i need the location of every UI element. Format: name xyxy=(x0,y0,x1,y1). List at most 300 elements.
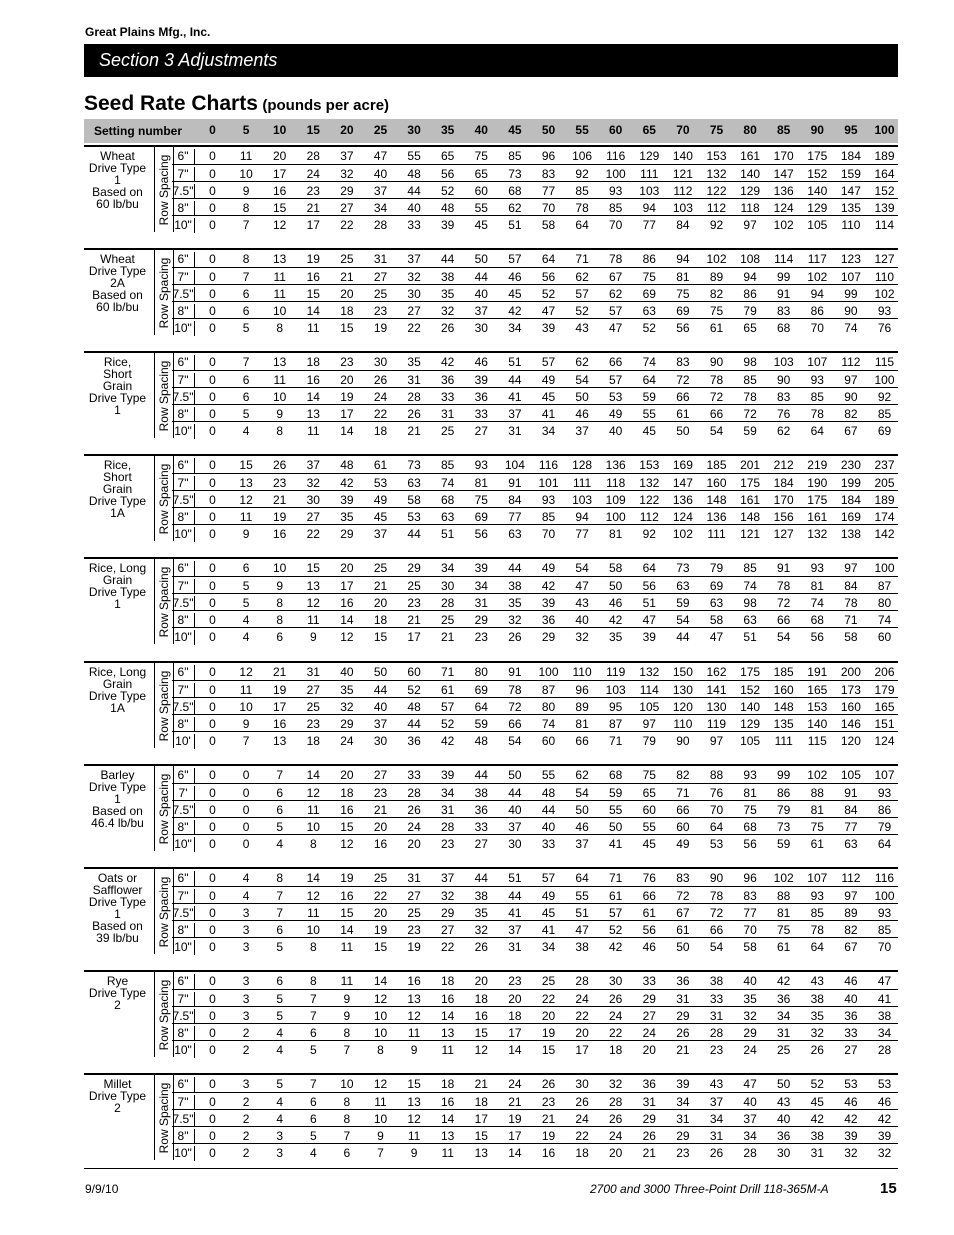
seed-rate-cell: 47 xyxy=(575,923,589,937)
seed-rate-cell: 27 xyxy=(373,768,388,782)
seed-rate-cell: 20 xyxy=(609,1146,623,1160)
seed-rate-cell: 201 xyxy=(740,458,761,472)
seed-rate-cell: 32 xyxy=(810,1026,824,1040)
seed-rate-cell: 0 xyxy=(209,149,216,163)
seed-rate-cell: 13 xyxy=(273,734,287,748)
seed-rate-cell: 9 xyxy=(276,407,284,421)
seed-rate-cell: 32 xyxy=(877,1146,892,1160)
seed-rate-cell: 71 xyxy=(844,613,858,627)
crop-label-line: 46.4 lb/bu xyxy=(91,816,144,830)
seed-rate-cell: 75 xyxy=(642,768,656,782)
row-spacing-text: Row Spacing xyxy=(157,463,171,534)
seed-rate-cell: 19 xyxy=(541,1129,556,1143)
seed-rate-cell: 111 xyxy=(774,734,793,748)
seed-rate-cell: 50 xyxy=(474,252,488,266)
seed-rate-cell: 153 xyxy=(807,700,828,714)
seed-rate-cell: 59 xyxy=(474,717,488,731)
seed-rate-cell: 35 xyxy=(743,992,757,1006)
seed-rate-cell: 175 xyxy=(740,476,761,490)
setting-header-cell: 55 xyxy=(575,123,589,137)
seed-rate-cell: 78 xyxy=(810,407,824,421)
seed-rate-cell: 49 xyxy=(541,373,556,387)
seed-rate-cell: 33 xyxy=(541,837,556,851)
seed-rate-cell: 199 xyxy=(840,476,861,490)
seed-rate-cell: 0 xyxy=(209,304,216,318)
seed-rate-cell: 24 xyxy=(306,167,320,181)
seed-rate-cell: 111 xyxy=(572,476,592,490)
crop-label xyxy=(84,562,151,610)
seed-rate-cell: 10 xyxy=(373,1026,388,1040)
seed-rate-cell: 97 xyxy=(709,734,724,748)
seed-rate-cell: 75 xyxy=(709,304,724,318)
seed-rate-cell: 34 xyxy=(743,1129,757,1143)
seed-rate-cell: 56 xyxy=(541,270,556,284)
seed-rate-cell: 72 xyxy=(777,596,791,610)
seed-rate-cell: 54 xyxy=(709,424,724,438)
seed-rate-cell: 9 xyxy=(410,1043,418,1057)
seed-rate-cell: 69 xyxy=(877,424,892,438)
seed-rate-cell: 160 xyxy=(706,476,727,490)
seed-rate-cell: 0 xyxy=(209,630,216,644)
seed-rate-cell: 63 xyxy=(844,837,858,851)
seed-rate-cell: 26 xyxy=(609,992,623,1006)
row-spacing-label xyxy=(154,1075,174,1160)
seed-rate-cell: 23 xyxy=(541,1095,556,1109)
seed-rate-cell: 91 xyxy=(777,561,791,575)
seed-rate-cell: 93 xyxy=(541,493,556,507)
seed-rate-cell: 66 xyxy=(777,613,791,627)
seed-rate-cell: 27 xyxy=(340,201,354,215)
seed-rate-cell: 12 xyxy=(373,992,388,1006)
row-spacing-cell: 6" xyxy=(172,1077,195,1092)
seed-rate-cell: 81 xyxy=(810,579,824,593)
seed-rate-cell: 136 xyxy=(672,493,693,507)
seed-rate-cell: 47 xyxy=(877,974,892,988)
seed-rate-cell: 15 xyxy=(340,820,354,834)
setting-header-cell: 65 xyxy=(642,123,656,137)
seed-rate-cell: 40 xyxy=(844,992,858,1006)
seed-rate-cell: 173 xyxy=(840,683,861,697)
seed-rate-cell: 19 xyxy=(373,923,388,937)
seed-rate-cell: 11 xyxy=(407,1129,421,1143)
seed-rate-cell: 29 xyxy=(642,1112,656,1126)
crop-label-line: Drive Type xyxy=(88,391,147,405)
row-spacing-cell: 7' xyxy=(172,786,195,801)
seed-rate-cell: 28 xyxy=(575,974,589,988)
seed-rate-cell: 66 xyxy=(508,717,522,731)
seed-rate-cell: 57 xyxy=(609,906,623,920)
seed-rate-cell: 71 xyxy=(609,871,623,885)
crop-label-line: Rice, xyxy=(103,458,132,472)
seed-rate-cell: 14 xyxy=(306,390,320,404)
seed-rate-cell: 6 xyxy=(242,304,250,318)
seed-rate-cell: 29 xyxy=(676,1129,690,1143)
seed-rate-cell: 89 xyxy=(575,700,589,714)
seed-rate-cell: 81 xyxy=(743,786,757,800)
seed-rate-cell: 50 xyxy=(609,579,623,593)
seed-rate-cell: 40 xyxy=(474,287,488,301)
seed-rate-cell: 0 xyxy=(209,992,216,1006)
setting-header-cell: 85 xyxy=(777,123,791,137)
crop-label-line: 2 xyxy=(114,1101,121,1115)
seed-rate-cell: 31 xyxy=(676,992,690,1006)
row-spacing-text: Row Spacing xyxy=(157,1082,171,1153)
seed-rate-cell: 94 xyxy=(575,510,589,524)
seed-rate-cell: 129 xyxy=(639,149,660,163)
seed-rate-cell: 25 xyxy=(373,287,388,301)
seed-rate-cell: 7 xyxy=(242,218,250,232)
table-row xyxy=(172,903,898,921)
seed-rate-cell: 8 xyxy=(276,424,284,438)
seed-rate-cell: 14 xyxy=(340,923,354,937)
seed-rate-cell: 50 xyxy=(676,424,690,438)
section-header-bar xyxy=(84,44,898,77)
seed-rate-cell: 37 xyxy=(373,717,388,731)
seed-rate-cell: 35 xyxy=(407,355,421,369)
seed-rate-cell: 10 xyxy=(340,1077,354,1091)
seed-rate-cell: 93 xyxy=(743,768,757,782)
seed-rate-cell: 44 xyxy=(508,786,522,800)
row-spacing-label xyxy=(154,766,174,851)
seed-rate-cell: 51 xyxy=(441,527,455,541)
seed-rate-cell: 38 xyxy=(575,940,589,954)
seed-rate-cell: 10 xyxy=(373,1112,388,1126)
seed-rate-cell: 103 xyxy=(605,683,626,697)
seed-rate-cell: 9 xyxy=(309,630,317,644)
seed-rate-cell: 21 xyxy=(273,665,287,679)
seed-rate-cell: 0 xyxy=(209,734,216,748)
seed-rate-cell: 30 xyxy=(474,321,488,335)
row-spacing-cell: 10" xyxy=(172,837,195,852)
seed-rate-cell: 37 xyxy=(373,527,388,541)
row-spacing-cell: 10" xyxy=(172,630,195,645)
seed-rate-cell: 25 xyxy=(340,252,354,266)
seed-rate-cell: 16 xyxy=(273,527,287,541)
seed-rate-cell: 64 xyxy=(575,218,589,232)
seed-rate-cell: 55 xyxy=(575,889,589,903)
seed-rate-cell: 70 xyxy=(810,321,824,335)
seed-rate-cell: 10 xyxy=(306,923,320,937)
row-spacing-cell: 10" xyxy=(172,940,195,955)
seed-rate-cell: 61 xyxy=(609,889,623,903)
seed-rate-cell: 5 xyxy=(309,1043,317,1057)
seed-rate-cell: 20 xyxy=(541,1009,556,1023)
seed-rate-cell: 23 xyxy=(273,476,287,490)
seed-rate-cell: 100 xyxy=(538,665,559,679)
seed-rate-cell: 75 xyxy=(777,923,791,937)
seed-rate-cell: 56 xyxy=(642,579,656,593)
row-spacing-cell: 7" xyxy=(172,992,195,1007)
seed-rate-cell: 46 xyxy=(508,270,522,284)
seed-rate-cell: 64 xyxy=(810,424,824,438)
seed-rate-cell: 64 xyxy=(541,252,556,266)
seed-rate-cell: 28 xyxy=(441,596,455,610)
seed-rate-cell: 78 xyxy=(575,201,589,215)
seed-rate-cell: 107 xyxy=(807,355,828,369)
seed-rate-cell: 31 xyxy=(709,1009,724,1023)
seed-rate-cell: 124 xyxy=(672,510,693,524)
seed-rate-cell: 11 xyxy=(239,683,253,697)
seed-rate-cell: 4 xyxy=(276,1043,284,1057)
seed-rate-cell: 64 xyxy=(709,820,724,834)
seed-rate-cell: 40 xyxy=(373,700,388,714)
seed-rate-cell: 6 xyxy=(343,1146,351,1160)
seed-rate-cell: 6 xyxy=(242,287,250,301)
seed-rate-cell: 58 xyxy=(541,218,556,232)
table-row xyxy=(172,267,898,285)
row-spacing-cell: 8" xyxy=(172,820,195,835)
seed-rate-cell: 27 xyxy=(642,1009,656,1023)
seed-rate-cell: 67 xyxy=(609,270,623,284)
row-spacing-cell: 7.5" xyxy=(172,184,194,198)
seed-rate-cell: 75 xyxy=(474,149,488,163)
crop-label-line: Grain xyxy=(102,379,133,393)
seed-rate-cell: 48 xyxy=(340,458,354,472)
setting-header-cell: 35 xyxy=(441,123,455,137)
seed-rate-cell: 12 xyxy=(340,837,354,851)
section-title: Section 3 Adjustments xyxy=(99,50,278,70)
seed-rate-cell: 11 xyxy=(441,1043,454,1057)
seed-rate-cell: 61 xyxy=(810,837,824,851)
seed-rate-cell: 175 xyxy=(740,665,761,679)
seed-rate-cell: 7 xyxy=(242,355,250,369)
seed-rate-cell: 11 xyxy=(307,321,320,335)
seed-rate-cell: 23 xyxy=(306,184,320,198)
seed-rate-cell: 42 xyxy=(877,1112,892,1126)
seed-rate-cell: 0 xyxy=(209,906,216,920)
seed-rate-cell: 85 xyxy=(743,373,757,387)
seed-rate-cell: 78 xyxy=(709,889,724,903)
seed-rate-cell: 73 xyxy=(676,561,690,575)
row-spacing-cell: 10" xyxy=(172,218,195,233)
seed-rate-cell: 35 xyxy=(441,287,455,301)
seed-rate-cell: 3 xyxy=(242,992,250,1006)
seed-rate-cell: 24 xyxy=(373,390,388,404)
row-spacing-cell: 10" xyxy=(172,1146,195,1161)
seed-rate-cell: 32 xyxy=(441,304,455,318)
seed-rate-cell: 26 xyxy=(609,1112,623,1126)
seed-rate-cell: 18 xyxy=(609,1043,623,1057)
crop-label-line: 1 xyxy=(114,792,121,806)
seed-rate-cell: 53 xyxy=(373,476,388,490)
seed-rate-cell: 54 xyxy=(575,786,589,800)
seed-rate-cell: 22 xyxy=(541,992,556,1006)
seed-rate-cell: 70 xyxy=(709,803,724,817)
row-spacing-text: Row Spacing xyxy=(157,979,171,1050)
table-row xyxy=(172,318,898,336)
seed-rate-cell: 121 xyxy=(740,527,761,541)
seed-rate-cell: 24 xyxy=(743,1043,757,1057)
row-spacing-cell: 8" xyxy=(172,923,195,938)
seed-rate-cell: 30 xyxy=(609,974,623,988)
seed-rate-cell: 7 xyxy=(242,270,250,284)
seed-rate-cell: 86 xyxy=(777,786,791,800)
crop-label-line: Rice, Long xyxy=(88,561,147,575)
seed-rate-cell: 119 xyxy=(606,665,626,679)
seed-rate-cell: 34 xyxy=(676,1095,690,1109)
seed-rate-cell: 16 xyxy=(306,373,320,387)
row-spacing-text: Row Spacing xyxy=(157,154,171,225)
seed-rate-cell: 8 xyxy=(309,940,317,954)
seed-rate-cell: 100 xyxy=(874,373,895,387)
seed-rate-cell: 0 xyxy=(209,1095,216,1109)
seed-rate-cell: 100 xyxy=(874,561,895,575)
crop-label xyxy=(84,1078,151,1114)
seed-rate-cell: 6 xyxy=(276,786,284,800)
footer-rule xyxy=(84,1168,898,1169)
seed-rate-cell: 68 xyxy=(441,493,455,507)
seed-rate-cell: 106 xyxy=(572,149,593,163)
seed-rate-cell: 23 xyxy=(373,304,388,318)
seed-rate-cell: 0 xyxy=(209,476,216,490)
table-row xyxy=(172,937,898,955)
seed-rate-cell: 20 xyxy=(575,1026,589,1040)
seed-rate-cell: 51 xyxy=(743,630,757,644)
seed-rate-cell: 0 xyxy=(209,270,216,284)
seed-rate-cell: 9 xyxy=(242,527,250,541)
seed-rate-cell: 34 xyxy=(373,201,388,215)
crop-label-line: 39 lb/bu xyxy=(96,931,139,945)
seed-rate-cell: 54 xyxy=(676,613,690,627)
seed-rate-cell: 54 xyxy=(575,561,589,575)
seed-rate-cell: 105 xyxy=(840,768,861,782)
seed-rate-cell: 153 xyxy=(639,458,660,472)
seed-rate-cell: 52 xyxy=(407,683,421,697)
seed-rate-cell: 110 xyxy=(841,218,861,232)
seed-rate-cell: 70 xyxy=(541,527,556,541)
seed-rate-cell: 14 xyxy=(340,613,354,627)
seed-rate-cell: 26 xyxy=(508,630,522,644)
seed-rate-cell: 88 xyxy=(810,786,824,800)
seed-rate-cell: 69 xyxy=(642,287,656,301)
page-title-unit: (pounds per acre) xyxy=(262,97,390,114)
seed-rate-cell: 69 xyxy=(474,510,488,524)
table-row xyxy=(172,989,898,1007)
seed-rate-cell: 47 xyxy=(575,579,589,593)
seed-rate-cell: 0 xyxy=(209,803,216,817)
seed-rate-cell: 100 xyxy=(605,167,626,181)
seed-rate-cell: 45 xyxy=(810,1095,824,1109)
seed-rate-cell: 6 xyxy=(276,974,284,988)
seed-rate-cell: 26 xyxy=(709,1146,724,1160)
seed-rate-cell: 66 xyxy=(676,803,690,817)
seed-rate-cell: 23 xyxy=(373,786,388,800)
seed-rate-cell: 122 xyxy=(639,493,660,507)
seed-rate-cell: 71 xyxy=(575,252,589,266)
seed-rate-cell: 14 xyxy=(306,304,320,318)
row-spacing-cell: 6" xyxy=(172,252,195,267)
seed-rate-cell: 140 xyxy=(807,717,828,731)
seed-rate-cell: 110 xyxy=(874,270,895,284)
seed-rate-cell: 118 xyxy=(740,201,760,215)
seed-rate-cell: 31 xyxy=(508,940,522,954)
seed-rate-cell: 78 xyxy=(844,596,858,610)
row-spacing-cell: 6" xyxy=(172,665,195,680)
seed-rate-cell: 64 xyxy=(810,940,824,954)
seed-rate-cell: 29 xyxy=(743,1026,757,1040)
seed-rate-cell: 31 xyxy=(777,1026,791,1040)
seed-rate-cell: 50 xyxy=(508,768,522,782)
seed-rate-cell: 33 xyxy=(474,407,488,421)
seed-rate-cell: 15 xyxy=(407,1077,421,1091)
seed-rate-cell: 112 xyxy=(841,355,861,369)
crop-label-line: Grain xyxy=(102,482,133,496)
seed-rate-cell: 46 xyxy=(575,820,589,834)
seed-rate-cell: 18 xyxy=(575,1146,589,1160)
crop-label-line: 60 lb/bu xyxy=(96,197,139,211)
seed-rate-cell: 37 xyxy=(743,1112,757,1126)
seed-rate-cell: 68 xyxy=(777,321,791,335)
seed-rate-cell: 115 xyxy=(807,734,827,748)
seed-rate-cell: 49 xyxy=(676,837,690,851)
seed-rate-cell: 77 xyxy=(575,527,589,541)
seed-rate-cell: 115 xyxy=(874,355,895,369)
seed-rate-cell: 26 xyxy=(474,940,488,954)
seed-rate-cell: 25 xyxy=(373,871,388,885)
seed-rate-cell: 16 xyxy=(441,1095,455,1109)
row-spacing-cell: 7" xyxy=(172,579,195,594)
seed-rate-cell: 20 xyxy=(340,768,354,782)
seed-rate-cell: 17 xyxy=(340,407,354,421)
seed-rate-cell: 80 xyxy=(877,596,892,610)
row-spacing-cell: 7.5" xyxy=(172,287,194,301)
seed-rate-cell: 52 xyxy=(642,321,656,335)
table-row xyxy=(172,456,898,473)
setting-header-cell: 90 xyxy=(810,123,824,137)
seed-rate-cell: 47 xyxy=(373,149,388,163)
seed-rate-cell: 75 xyxy=(810,820,824,834)
seed-rate-cell: 102 xyxy=(706,252,727,266)
seed-rate-cell: 32 xyxy=(340,700,354,714)
seed-rate-cell: 15 xyxy=(340,321,354,335)
seed-rate-cell: 52 xyxy=(609,923,623,937)
seed-rate-cell: 0 xyxy=(209,923,216,937)
seed-rate-cell: 38 xyxy=(709,974,724,988)
seed-rate-cell: 16 xyxy=(474,1009,488,1023)
seed-rate-cell: 30 xyxy=(575,1077,589,1091)
table-row xyxy=(172,181,898,199)
crop-label-line: Grain xyxy=(102,677,133,691)
seed-rate-cell: 0 xyxy=(209,390,216,404)
seed-rate-cell: 15 xyxy=(239,458,253,472)
seed-rate-cell: 132 xyxy=(639,476,660,490)
seed-rate-cell: 61 xyxy=(642,906,656,920)
seed-rate-cell: 136 xyxy=(706,510,727,524)
seed-rate-cell: 81 xyxy=(609,527,623,541)
seed-rate-cell: 30 xyxy=(508,837,522,851)
seed-rate-cell: 0 xyxy=(209,665,216,679)
seed-rate-cell: 136 xyxy=(773,184,794,198)
seed-rate-cell: 22 xyxy=(373,407,388,421)
seed-rate-cell: 86 xyxy=(877,803,892,817)
seed-rate-cell: 64 xyxy=(877,837,892,851)
seed-rate-cell: 15 xyxy=(541,1043,556,1057)
seed-rate-cell: 8 xyxy=(276,596,284,610)
seed-rate-cell: 21 xyxy=(373,803,388,817)
seed-rate-cell: 11 xyxy=(307,613,320,627)
seed-rate-cell: 3 xyxy=(276,1146,284,1160)
seed-rate-cell: 30 xyxy=(777,1146,791,1160)
seed-rate-cell: 16 xyxy=(407,974,421,988)
seed-rate-cell: 57 xyxy=(541,355,556,369)
seed-rate-cell: 206 xyxy=(874,665,895,679)
seed-rate-cell: 32 xyxy=(609,1077,623,1091)
seed-rate-cell: 0 xyxy=(209,579,216,593)
seed-rate-cell: 20 xyxy=(373,906,388,920)
seed-rate-cell: 80 xyxy=(541,700,556,714)
seed-rate-cell: 21 xyxy=(676,1043,690,1057)
seed-rate-cell: 38 xyxy=(810,1129,824,1143)
